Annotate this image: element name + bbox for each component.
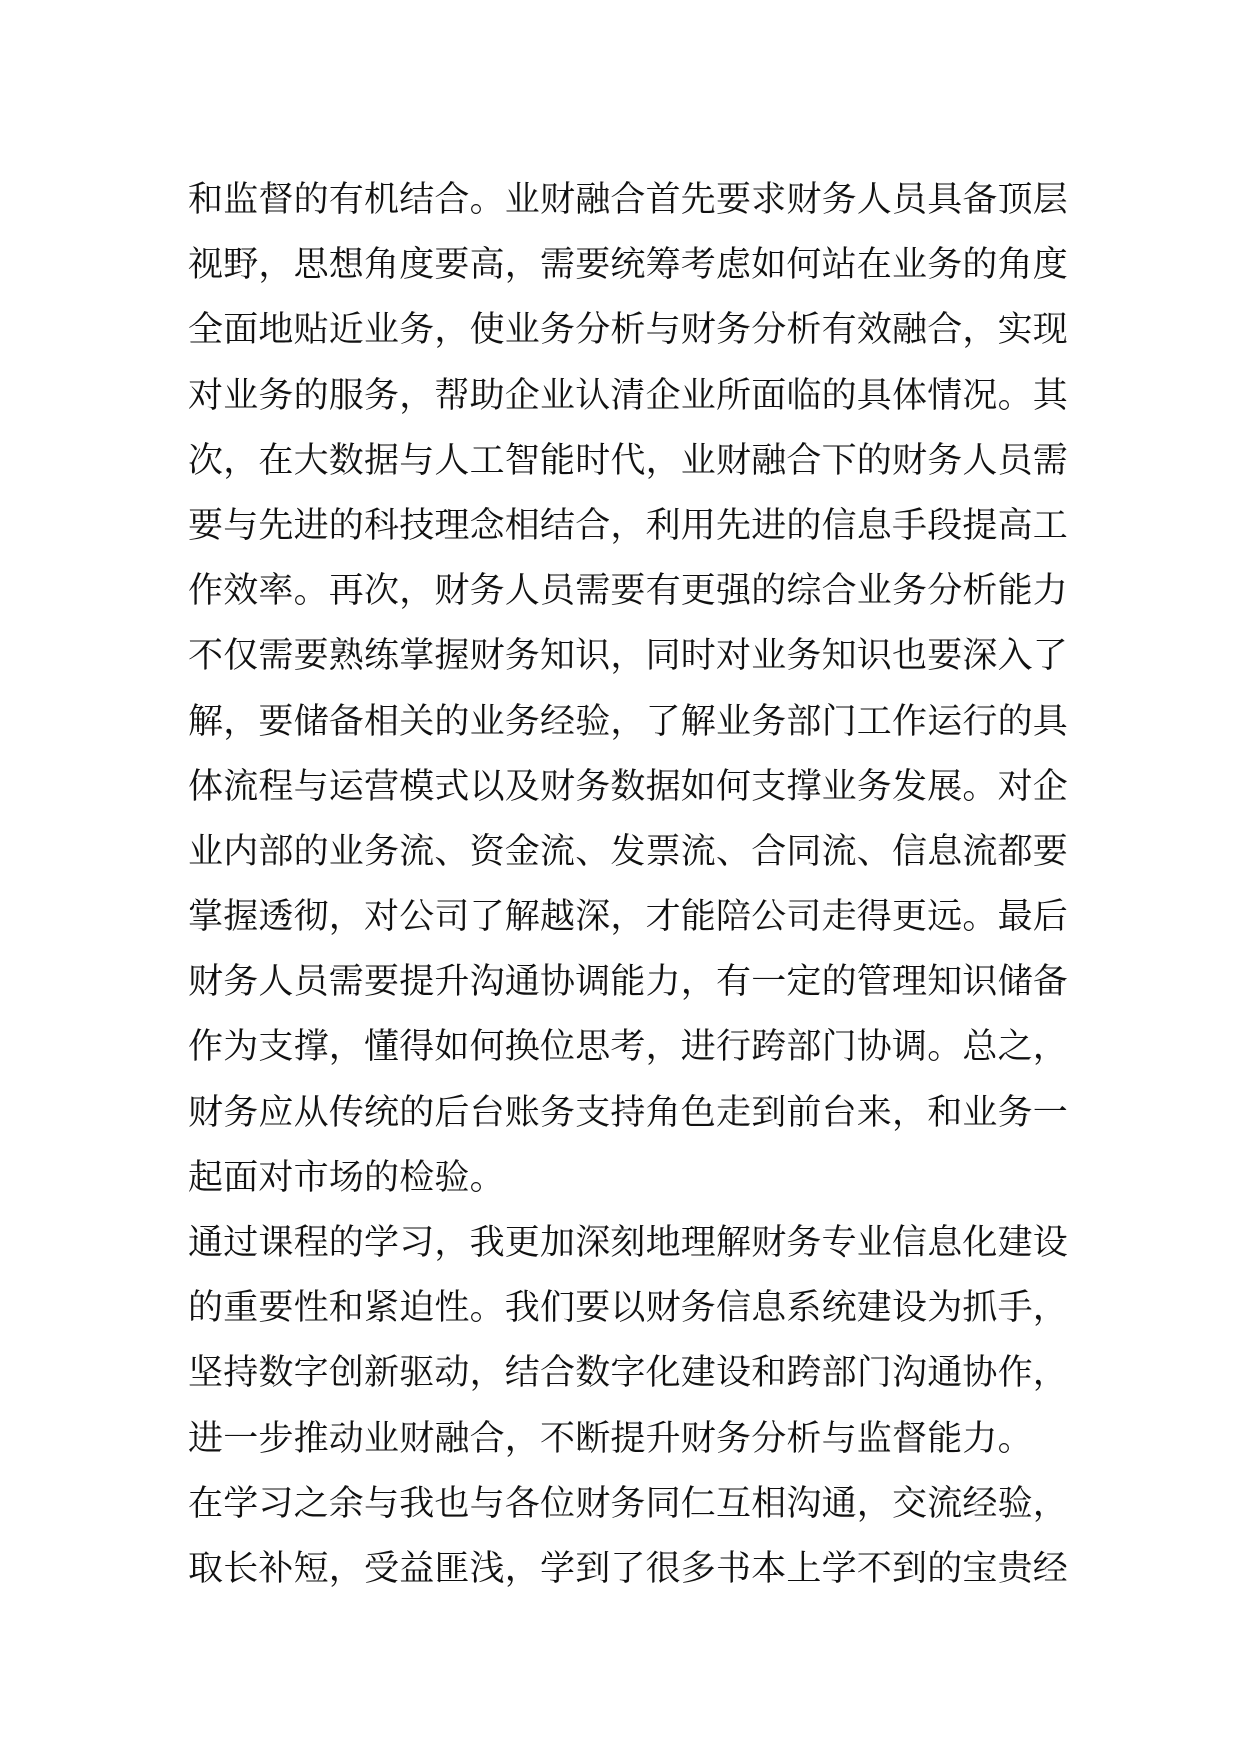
text-line: 财务应从传统的后台账务支持角色走到前台来，和业务一 [188,1092,1069,1133]
text-line: 的重要性和紧迫性。我们要以财务信息系统建设为抓手， [188,1288,1069,1329]
text-line: 坚持数字创新驱动，结合数字化建设和跨部门沟通协作， [188,1353,1069,1394]
text-line: 视野，思想角度要高，需要统筹考虑如何站在业务的角度 [188,245,1069,286]
text-line: 取长补短，受益匪浅，学到了很多书本上学不到的宝贵经 [188,1548,1069,1589]
text-line: 作效率。再次，财务人员需要有更强的综合业务分析能力 [188,571,1069,612]
body-text [188,168,1068,1602]
text-line: 财务人员需要提升沟通协调能力，有一定的管理知识储备 [188,962,1069,1003]
text-line: 通过课程的学习，我更加深刻地理解财务专业信息化建设 [188,1223,1069,1263]
text-line: 作为支撑，懂得如何换位思考，进行跨部门协调。总之， [188,1027,1069,1068]
text-line: 业内部的业务流、资金流、发票流、合同流、信息流都要 [188,831,1069,872]
text-line: 在学习之余与我也与各位财务同仁互相沟通，交流经验， [188,1483,1069,1524]
text-line: 起面对市场的检验。 [188,1157,505,1198]
text-line: 和监督的有机结合。业财融合首先要求财务人员具备顶层 [188,180,1069,220]
text-line: 不仅需要熟练掌握财务知识，同时对业务知识也要深入了 [188,636,1069,677]
text-line: 要与先进的科技理念相结合，利用先进的信息手段提高工 [188,505,1069,546]
text-line: 对业务的服务，帮助企业认清企业所面临的具体情况。其 [188,375,1069,416]
text-line: 掌握透彻，对公司了解越深，才能陪公司走得更远。最后 [188,897,1069,938]
text-line: 全面地贴近业务，使业务分析与财务分析有效融合，实现 [188,310,1069,351]
text-line: 进一步推动业财融合，不断提升财务分析与监督能力。 [188,1418,1033,1459]
text-line: 次，在大数据与人工智能时代，业财融合下的财务人员需 [188,440,1069,481]
text-line: 解，要储备相关的业务经验，了解业务部门工作运行的具 [188,701,1069,742]
text-line: 体流程与运营模式以及财务数据如何支撑业务发展。对企 [188,766,1069,807]
